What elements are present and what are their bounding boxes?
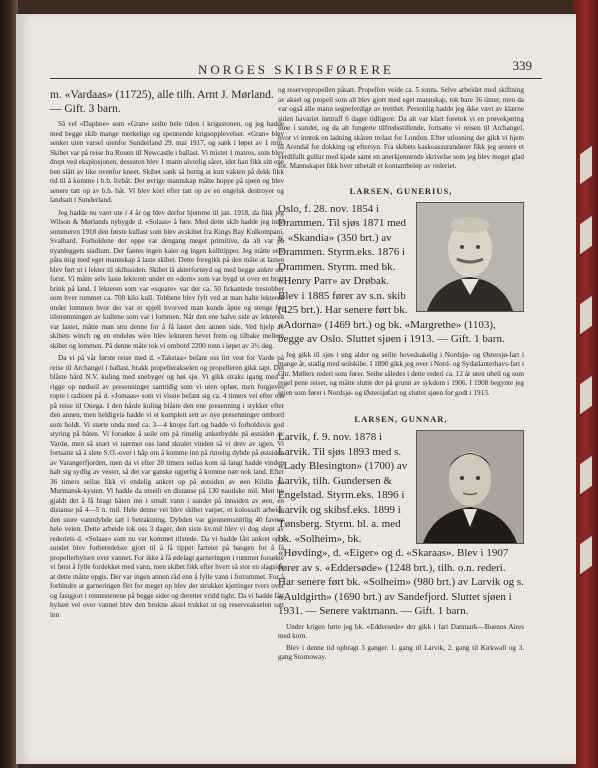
entry-continuation-title: m. «Vardaas» (11725), alle tilh. Arnt J. Mørland. — Gift. 3 barn. <box>50 89 274 115</box>
left-column <box>50 88 284 623</box>
right-column <box>278 86 524 665</box>
paragraph: Da vi på vår første reise med d. «Takstaa» befant oss litt vest for Varde på reise til Archangel i ballast, brakk propellerakselen og propelleren gikk tapt. Det blåste hård N.V. kuling med snebyger og høi sjø. Vi gikk straks igang med å rigge op nødseil av presenninger samtidig som vi uten ophør, men forgjeves ropte i radioen på d. «Jomaas» som vi visste befant sig ca. 4 timers vei efter oss på reise til Onega. I den hårde kuling blåste den ene presenning i stykker efter den annen, men heldigvis hadde vi et komplett sett av nye presenninger ombord som holdt. Vi størte unda med ca. 3—4 knops fart og hadde vi forholdsvis god styring på båten. Vi forsøkte å seile om på rimelig ankerbydde på østsiden av Vardø, men så snart vi nærmet oss land skralet vinden så vi drev av igjen. Vi fortsatte så å slete S.O.-over i håp om å komme inn på rimelig dybde på østsiden av Varangerfjorden, men da vi efter 20 timers seilas kom så langt hadde vinden halt sig sydlig av vester, så det var ganske ugjerlig å komme nær nok land. Efter 36 timers seilas fikk vi endelig ankret op på østsiden av øen Kildin på Murmansk-kysten. Vi hadde da utseilt en distanse på 130 nautiske mil. Men nu gjaldt det å få bragt båten inn i smult vann i sundet på innsiden av øen, en distanse på 4—5 n. mil. Hele denne vei blev skibet varpet, et kolossalt arbeide den store vanndybde tatt i betraktning. Dybden var gjennemsnittlig 40 favner hele veien. Dette arbeide tok oss 3 dager, den siste kv.mil blev vi dog slept av rederiets d. «Solaas» som nu var kommet tilstede. Da vi hadde fått ankret op i sundet blev forberedelser gjort til å få tippet farteiet på baugen for å få propellerhylsen over vannet. For ikke å få ødelagt garneringen i rummet forsøkte vi først å fylle fordekket med vann, men skibet fikk efter hvert så stor en slagside at dette måtte opgis. Der var ingen annen råd enn å fylle vann i forrummet. For å forhindre at garneringen flet for meget op blev der strukket kjettinger tvers over og fastgjort i rennestenene på begge sider og deretter vridd tight. Da vi hadde fått hylsen vel over vannet blev den brukne aksel trukket ut og reserveakselen satt inn <box>50 354 284 619</box>
cover-stripe <box>580 376 592 414</box>
cover-stripe <box>580 536 592 574</box>
portrait-figure <box>417 431 523 543</box>
entry-name-heading: LARSEN, GUNERIUS, <box>349 185 453 196</box>
portrait-figure <box>417 203 523 311</box>
biography-entry <box>278 430 524 619</box>
cover-stripe <box>580 146 592 184</box>
paragraph: Så vel «Daphne» som «Gran» seilte hele tiden i krigsstonen, og jeg hadde med begge skib mange merkelige og spennende krigsopplevelser. «Gran» blev senket uten varsel utenfor Sunderland 29. mai 1917, og sank i løpet av 1 min. Skibet var på reise fra Rouen til Newcastle i ballast. Vi mistet 1 matros, som blev drept ved eksplosjonen, dessuten blev 1 mann alvorlig såret, idet han fikk sitt ene ben slått av like ovenfor kneet. Skibet sank så hurtig at kun vakten på dekk fikk tid til å komme i b.b. livbåt. Det øvrige mannskap måtte hoppe på sjøen og blev senere tatt op av b.b. båt. Vi blev kort efter tatt op av en engelsk destroyer og landsatt i Sunderland. <box>50 120 284 204</box>
portrait-photo <box>416 202 524 312</box>
biography-text: Oslo, f. 28. nov. 1854 i Drammen. Til sjøs 1871 med s. «Skandia» (350 brt.) av Drammen. Styrm.eks. 1876 i Drammen. Styrm. med bk. «Henry Parr» av Drøbak. Blev i 1885 fører av s.n. skib (425 brt.). Har senere ført bk. «Adorna» (1469 brt.) og bk. «Margrethe» (1103), begge av Oslo. Sluttet sjøen i 1913. — Gift. 1 barn. <box>278 202 505 345</box>
cover-stripe <box>580 456 592 494</box>
book-binding-right <box>574 0 598 768</box>
page-number: 339 <box>512 58 532 73</box>
paragraph: og reservepropellen påsatt. Propellen veide ca. 5 tonns. Selve arbeidet med skiftning av aksel og propell som alt blev gjort med eget mannskap, tok bare 36 timer, men da var også alle mann segneferdige av tretthet. Personlig hadde jeg ikke vært av klærne siden havariet inntraff 6 dager tidligere. Da alt var klart foretok vi en prøvekjøring inne i sundet, og da alt fungerte tilfredsstillende, fortsatte vi reisen til Archangel, hvor vi inntok en ladning skåren trelast for London. Efter utlosning der gikk vi hjem til Arendal for dokking og eftersyn. Fra skibets kaskoassurandører fikk jeg senere et verdifullt gullur med kjede samt en anerkjennende skrivelse som jeg blev meget glad for. Mannskapet fikk hver utbetalt et kontantbeløp av rederiet. <box>278 86 524 170</box>
book-page <box>16 14 576 764</box>
biography-text: Larvik, f. 9. nov. 1878 i Larvik. Til sjøs 1893 med s. «Lady Blesington» (1700) av Larvik, tilh. Gundersen & Engelstad. Styrm.eks. 1896 i Larvik og skibsf.eks. 1899 i Tønsberg. Styrm. bl. a. med bk. «Solheim», bk. «Høvding», d. «Eiger» og d. «Skaraas». Blev i 1907 fører av s. «Eddersøde» (1248 brt.), tilh. o.n. rederi. Har senere ført bk. «Solheim» (980 brt.) av Larvik og s. «Auldgirth» (1690 brt.) av Sandefjord. Sluttet sjøen i 1931. — Senere vaktmann. — Gift. 1 barn. <box>278 431 524 617</box>
header-rule <box>50 78 542 79</box>
biography-note: Under krigen førte jeg bk. «Eddersøde» der gikk i fart Danmark—Buenos Aires med korn. <box>278 622 524 640</box>
biography-entry <box>278 202 524 347</box>
biography-note: Jeg gikk til sjøs i ung alder og seilte hovedsakelig i Nordsjø- og Østersjø-fart i mange år, stadig med seilskibe. I 1890 gikk jeg over i Nord- og Sydatlanterhavs-fart i Chr. Møllers rederi som fører. Seilte således i dette rederi ca. 12 år uten uhell og som regel pene reiser, og måtte slutte der på grunn av sykdom i 1906. I 1908 begynte jeg igjen som fører i Nordsjø- og Østersjøfart og sluttet sjøen for godt i 1913. <box>278 350 524 397</box>
entry-name-heading: LARSEN, GUNNAR, <box>354 414 448 424</box>
running-title: NORGES SKIBSFØRERE <box>198 62 394 77</box>
paragraph: Jeg hadde nu vært ute i 4 år og blev derfor hjemme til jan. 1918, da fikk jeg Wilson & Mørlands nybygde d. «Solaas» å føre. Med dette skib hadde jeg inne sommeren 1918 den første kullast som blev avskibet fra Kings Bay Kulkompani, Svalbard. Forholdene der oppe var dengang meget primitive, da alt var på nyanleggets stadium. Der fantes ingen kaier og ingen kullttipper. Jeg måtte selv påta mig med eget mannskap å laste skibet. Dette foregikk på den måte at lasten blev ført ut i lekter til skibssiden. Skibet lå akterfortøyd og med begge ankre ute forut. Vi måtte selv laste lekteren under en «dom» som var bygd ut over en bratt brink på land. I lekteren som var «square» var der ca. 50 firkantede trestobber som hver rummet ca. 700 kilo kull. Tobbene blev fylt ved at man halte lekteren under lommen hvor der var et spjell hvorved man kunde åpne og stenge for tilstrømningen av kullene som var i lommen. Når den ene halve side av lekteren var lastet, måtte man snu denne for å få lastet den annen side. Ved hjelp av skibets winch og en endeløs wire blev lekteren hevet frem og tilbake mellem skibet og lommen. På denne måte tok vi ombord 2200 tonn i løpet av 3½ døg. <box>50 208 284 350</box>
cover-stripe <box>580 296 592 334</box>
portrait-photo <box>416 430 524 544</box>
cover-stripe <box>580 216 592 254</box>
biography-note: Blev i denne tid opbragt 3 ganger. 1. gang til Larvik, 2. gang til Kirkwall og 3. gang Stornoway. <box>278 643 524 661</box>
